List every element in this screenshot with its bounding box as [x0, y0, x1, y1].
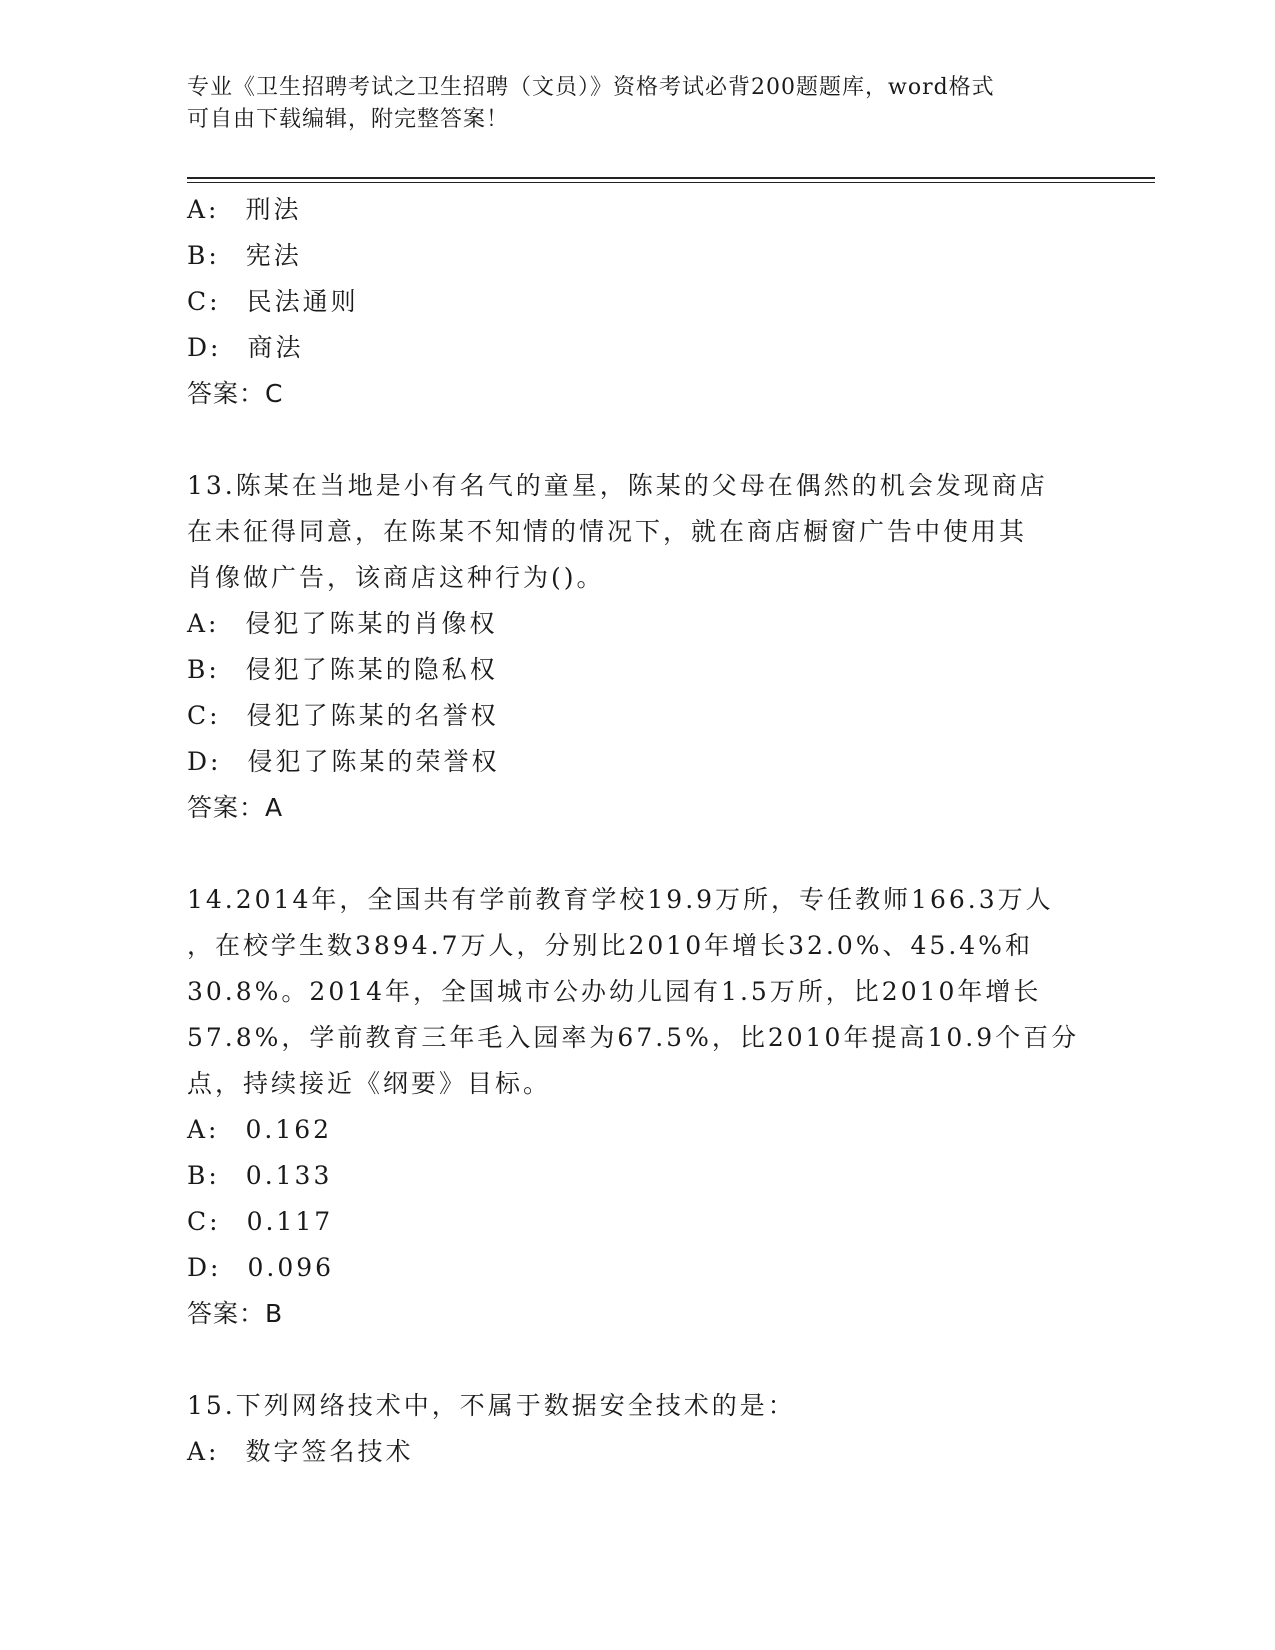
question-14 — [187, 877, 1087, 1337]
header-title-line-2: 可自由下载编辑，附完整答案！ — [187, 107, 510, 132]
question-stem-line: 57.8%，学前教育三年毛入园率为67.5%，比2010年提高10.9个百分 — [187, 1023, 1080, 1052]
option-a: A: 侵犯了陈某的肖像权 — [187, 609, 498, 638]
answer: 答案：C — [187, 379, 284, 408]
document-header — [187, 72, 1087, 136]
header-title-line-1: 专业《卫生招聘考试之卫生招聘（文员）》资格考试必背200题题库，word格式 — [187, 75, 995, 100]
answer: 答案：B — [187, 1299, 284, 1328]
question-list — [187, 187, 1087, 1475]
option-d: D: 商法 — [187, 333, 304, 362]
option-d: D: 0.096 — [187, 1253, 335, 1282]
option-a: A: 0.162 — [187, 1115, 333, 1144]
question-stem-line: 30.8%。2014年，全国城市公办幼儿园有1.5万所，比2010年增长 — [187, 977, 1042, 1006]
option-c: C: 侵犯了陈某的名誉权 — [187, 701, 499, 730]
option-b: B: 宪法 — [187, 241, 302, 270]
question-stem-line: 在未征得同意，在陈某不知情的情况下，就在商店橱窗广告中使用其 — [187, 517, 1028, 546]
question-stem-line: 14.2014年，全国共有学前教育学校19.9万所，专任教师166.3万人 — [187, 885, 1054, 914]
question-stem-line: ，在校学生数3894.7万人，分别比2010年增长32.0%、45.4%和 — [187, 931, 1033, 960]
option-c: C: 民法通则 — [187, 287, 359, 316]
question-13 — [187, 463, 1087, 831]
question-stem-line: 肖像做广告，该商店这种行为()。 — [187, 563, 605, 592]
question-stem-line: 15.下列网络技术中，不属于数据安全技术的是： — [187, 1391, 796, 1420]
header-divider-thin — [187, 182, 1155, 183]
question-12 — [187, 187, 1087, 417]
question-stem-line: 13.陈某在当地是小有名气的童星，陈某的父母在偶然的机会发现商店 — [187, 471, 1048, 500]
option-a: A: 刑法 — [187, 195, 302, 224]
option-a: A: 数字签名技术 — [187, 1437, 414, 1466]
question-15 — [187, 1383, 1087, 1475]
answer: 答案：A — [187, 793, 284, 822]
option-d: D: 侵犯了陈某的荣誉权 — [187, 747, 500, 776]
option-b: B: 0.133 — [187, 1161, 333, 1190]
header-divider-thick — [187, 177, 1155, 179]
option-b: B: 侵犯了陈某的隐私权 — [187, 655, 498, 684]
question-stem-line: 点，持续接近《纲要》目标。 — [187, 1069, 552, 1098]
option-c: C: 0.117 — [187, 1207, 334, 1236]
